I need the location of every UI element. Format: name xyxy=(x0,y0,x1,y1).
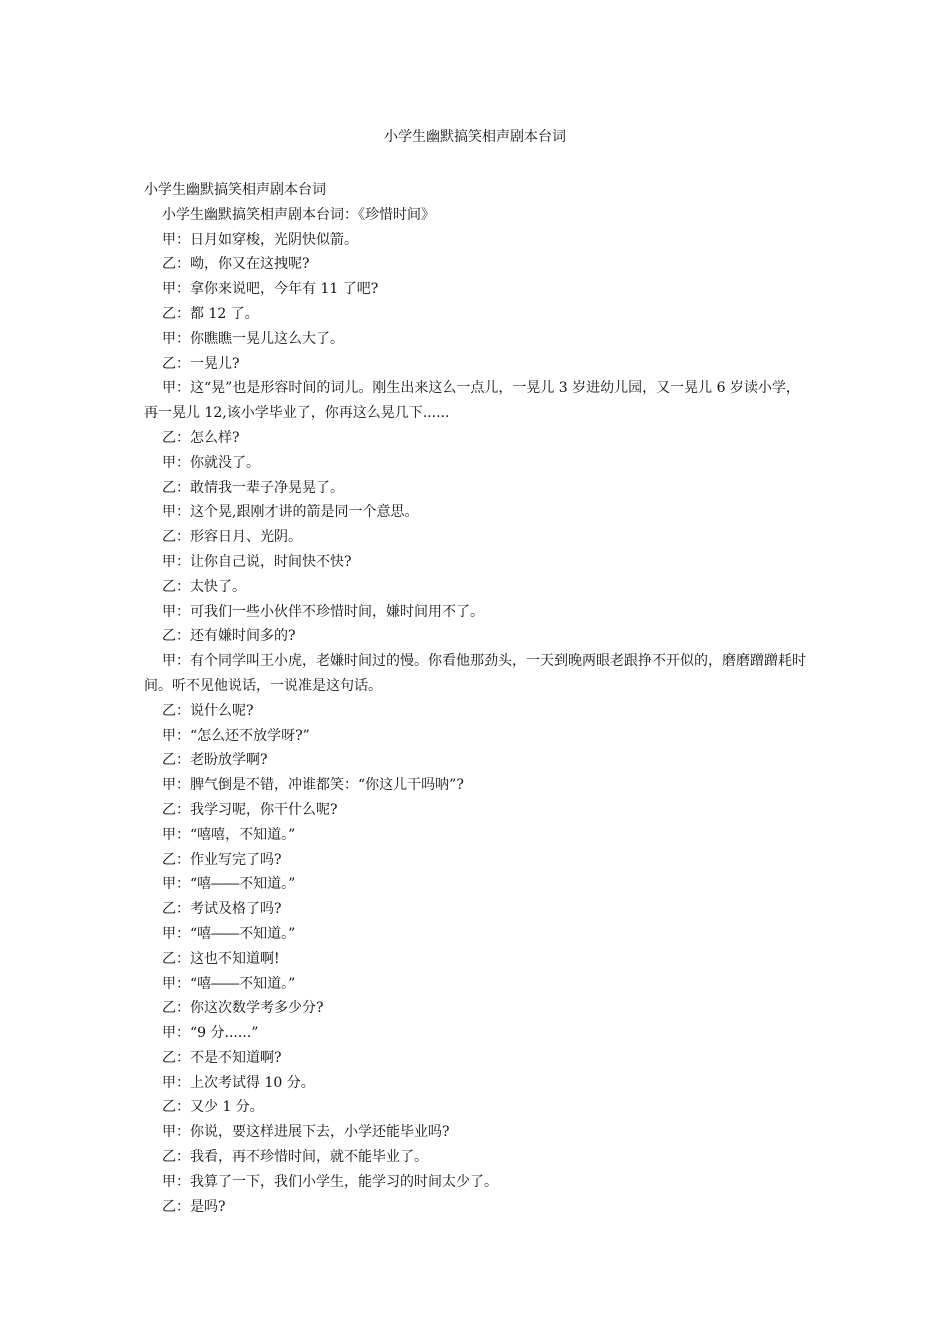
dialogue-line: 乙：不是不知道啊? xyxy=(162,1049,282,1066)
dialogue-line: 甲：“嘻――不知道。” xyxy=(162,876,296,893)
document-body xyxy=(144,178,806,1219)
document-heading: 小学生幽默搞笑相声剧本台词 xyxy=(144,182,326,198)
dialogue-line: 甲：你瞧瞧一晃儿这么大了。 xyxy=(162,330,344,347)
dialogue-list xyxy=(144,228,806,1220)
dialogue-line: 乙：你这次数学考多少分? xyxy=(162,1000,324,1017)
dialogue-line: 乙：我学习呢，你干什么呢? xyxy=(162,801,338,818)
dialogue-line: 乙：敢情我一辈子净晃晃了。 xyxy=(162,479,344,496)
dialogue-line: 甲：让你自己说，时间快不快? xyxy=(162,553,352,570)
dialogue-line: 乙：形容日月、光阴。 xyxy=(162,529,302,546)
dialogue-line: 乙：又少 1 分。 xyxy=(162,1099,264,1116)
dialogue-line: 甲：这“晃”也是形容时间的词儿。刚生出来这么一点儿，一晃儿 3 岁进幼儿园，又一晃儿 6 岁读小学，再一晃儿 12,该小学毕业了，你再这么晃几下...... xyxy=(144,380,800,422)
dialogue-line: 甲：你就没了。 xyxy=(162,454,260,471)
dialogue-line: 甲：拿你来说吧，今年有 11 了吧? xyxy=(162,281,379,298)
dialogue-line: 甲：脾气倒是不错，冲谁都笑：“你这儿干吗呐”? xyxy=(162,777,464,794)
dialogue-line: 甲：可我们一些小伙伴不珍惜时间，嫌时间用不了。 xyxy=(162,603,484,620)
dialogue-line: 乙：都 12 了。 xyxy=(162,305,259,322)
document-subheading: 小学生幽默搞笑相声剧本台词：《珍惜时间》 xyxy=(162,206,435,223)
dialogue-line: 乙：太快了。 xyxy=(162,578,246,595)
dialogue-line: 乙：说什么呢? xyxy=(162,702,254,719)
dialogue-line: 甲：上次考试得 10 分。 xyxy=(162,1074,315,1091)
dialogue-line: 乙：作业写完了吗? xyxy=(162,851,282,868)
dialogue-line: 甲：“嘻――不知道。” xyxy=(162,975,296,992)
document-title: 小学生幽默搞笑相声剧本台词 xyxy=(384,129,566,145)
dialogue-line: 乙：怎么样? xyxy=(162,429,240,446)
dialogue-line: 甲：“怎么还不放学呀?” xyxy=(162,727,310,744)
dialogue-line: 乙：还有嫌时间多的? xyxy=(162,628,296,645)
dialogue-line: 甲：有个同学叫王小虎，老嫌时间过的慢。你看他那劲头，一天到晚两眼老跟挣不开似的，磨磨蹭蹭耗时间。听不见他说话，一说准是这句话。 xyxy=(144,653,806,694)
dialogue-line: 乙：这也不知道啊! xyxy=(162,950,280,967)
dialogue-line: 乙：考试及格了吗? xyxy=(162,901,282,918)
dialogue-line: 乙：是吗? xyxy=(162,1198,226,1215)
dialogue-line: 甲：我算了一下，我们小学生，能学习的时间太少了。 xyxy=(162,1173,498,1190)
dialogue-line: 甲：“9 分......” xyxy=(162,1025,259,1042)
dialogue-line: 甲：“嘻嘻，不知道。” xyxy=(162,826,296,843)
dialogue-line: 甲：日月如穿梭，光阴快似箭。 xyxy=(162,231,358,248)
dialogue-line: 甲：这个晃,跟刚才讲的箭是同一个意思。 xyxy=(162,504,419,521)
dialogue-line: 乙：老盼放学啊? xyxy=(162,752,268,769)
dialogue-line: 乙：呦，你又在这拽呢? xyxy=(162,256,310,273)
dialogue-line: 乙：我看，再不珍惜时间，就不能毕业了。 xyxy=(162,1149,428,1166)
dialogue-line: 甲：“嘻――不知道。” xyxy=(162,925,296,942)
dialogue-line: 乙：一晃儿? xyxy=(162,355,240,372)
dialogue-line: 甲：你说，要这样进展下去，小学还能毕业吗? xyxy=(162,1124,450,1141)
